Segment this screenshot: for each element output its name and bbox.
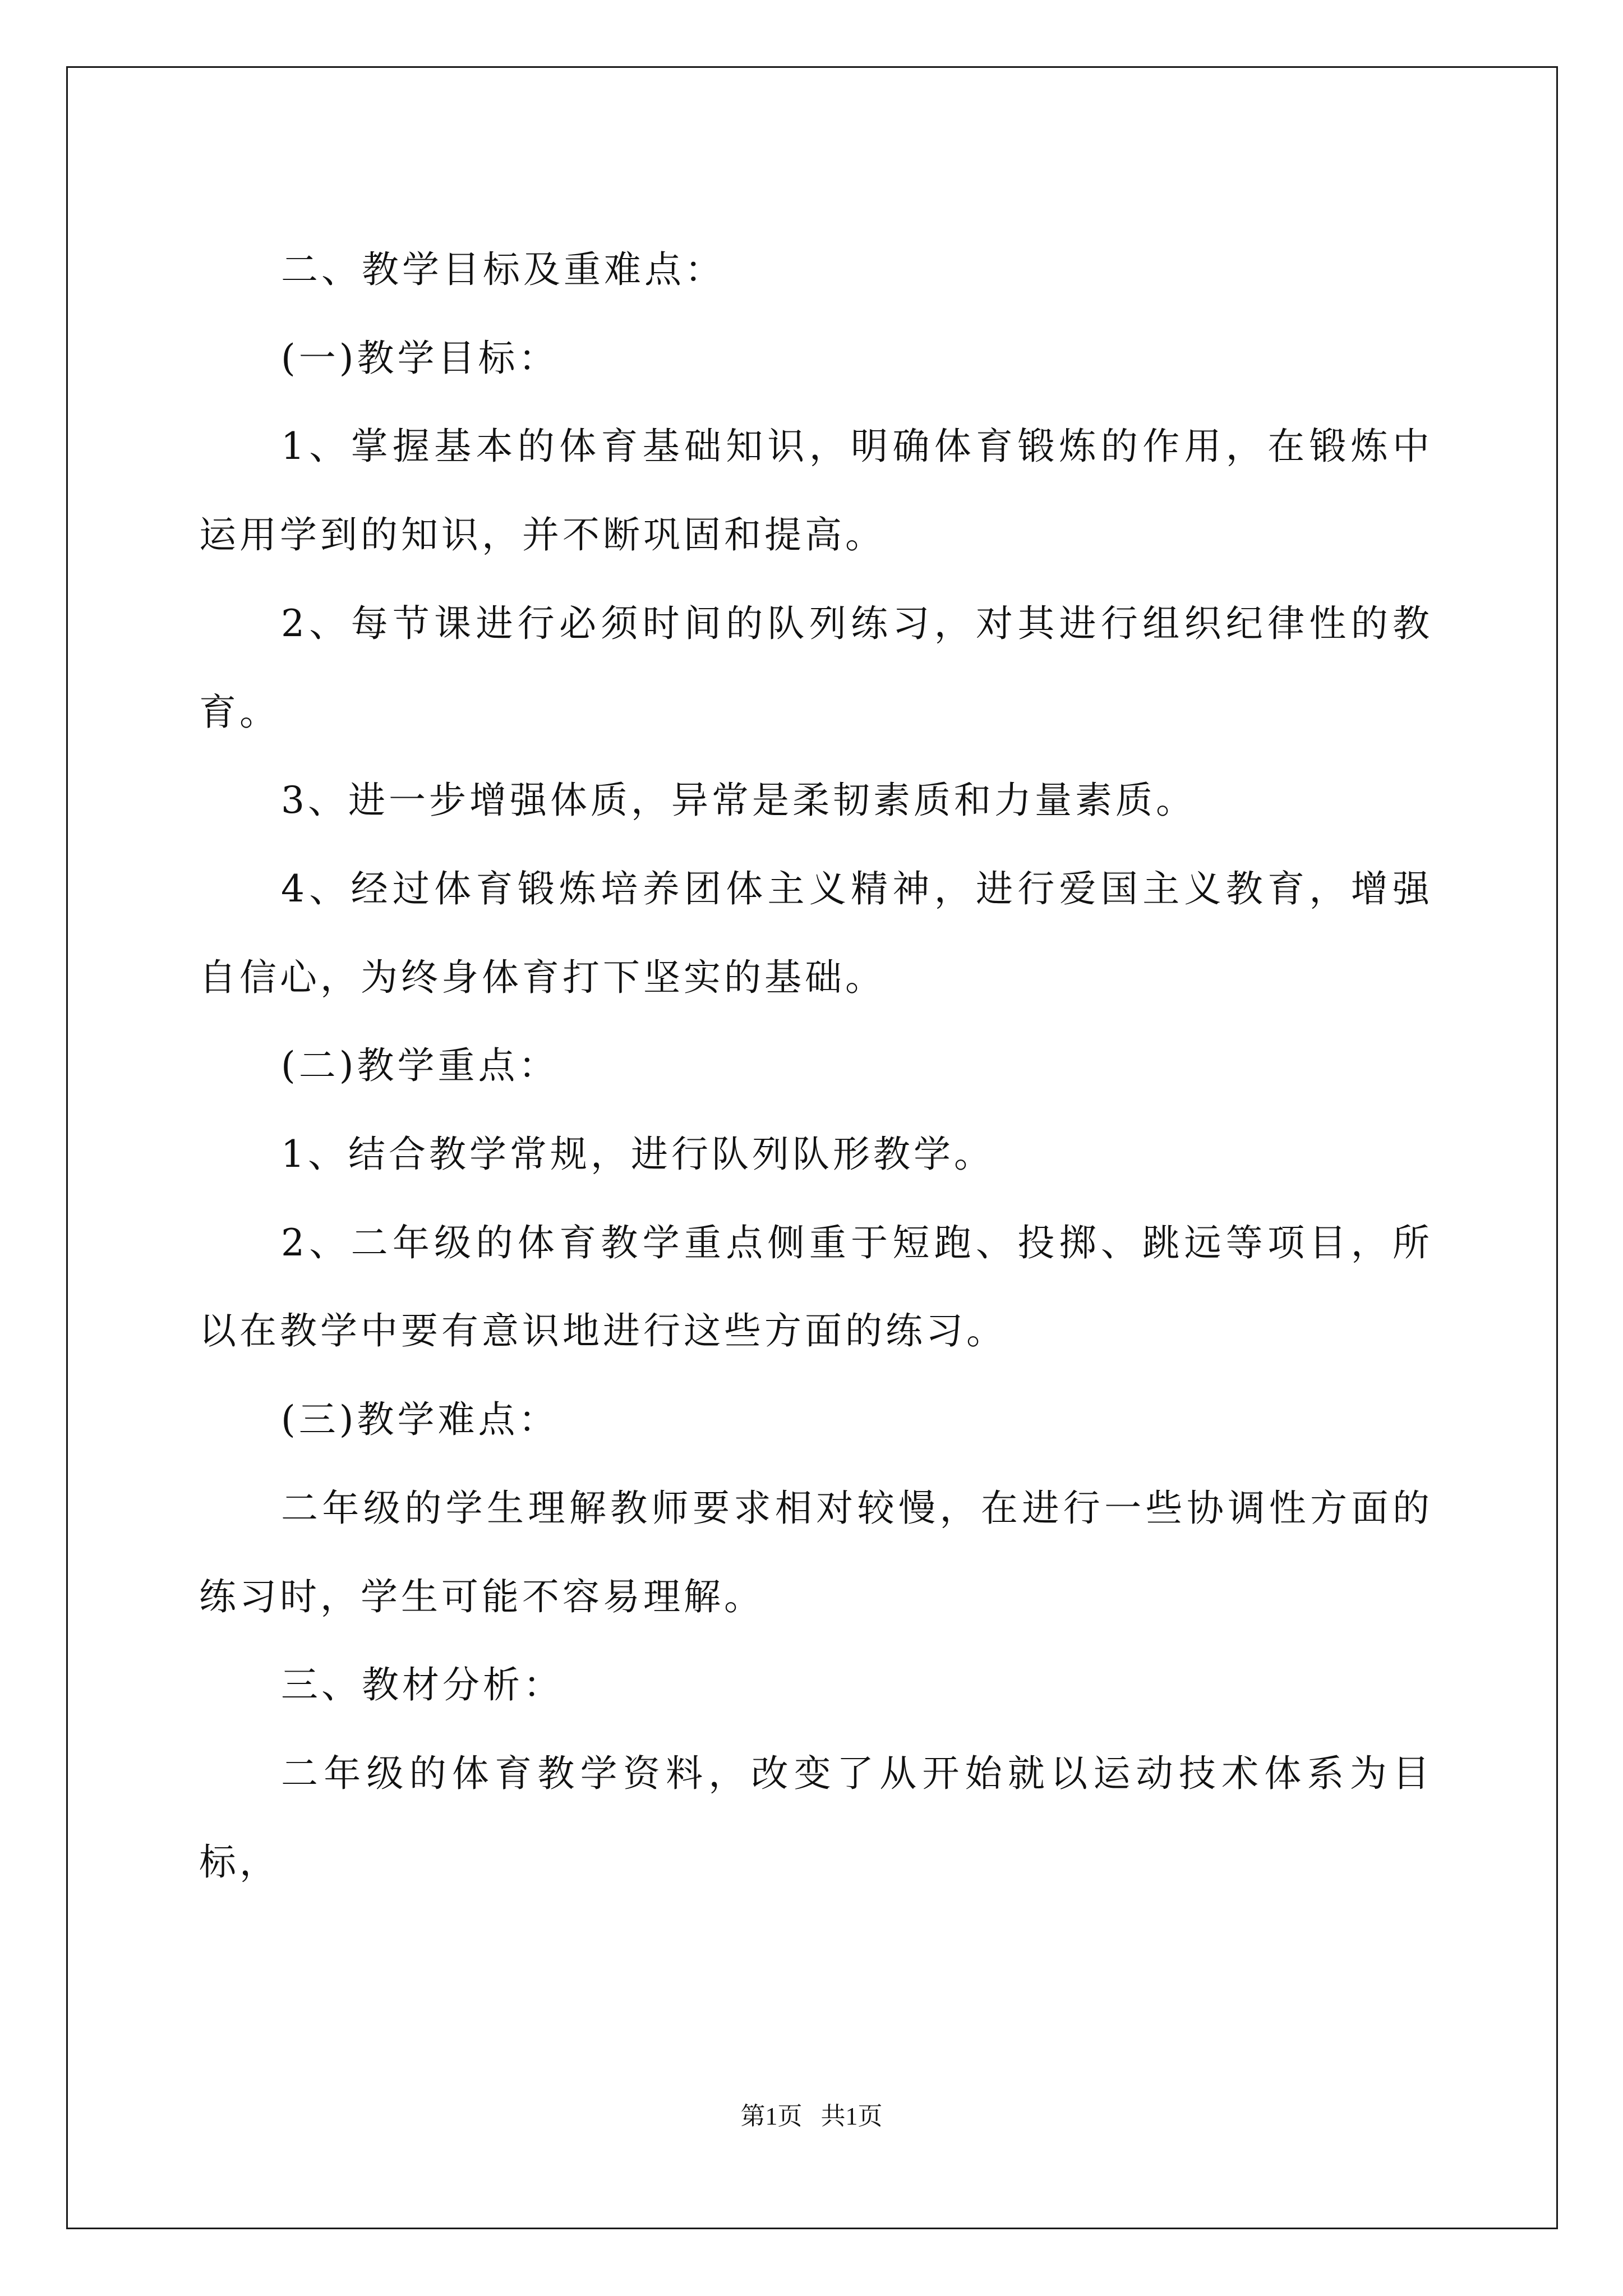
subheading-teaching-objectives: (一)教学目标：	[281, 336, 559, 380]
objective-item-2: 2、每节课进行必须时间的队列练习，对其进行组织纪律性的教育。	[199, 601, 1433, 734]
focus-item-1: 1、结合教学常规，进行队列队形教学。	[281, 1133, 994, 1176]
objective-item-3: 3、进一步增强体质，异常是柔韧素质和力量素质。	[281, 779, 1196, 822]
document-body	[199, 226, 1433, 1906]
page-number-footer: 第1页 共1页	[740, 2102, 883, 2130]
heading-objectives-and-difficulties: 二、教学目标及重难点：	[281, 248, 725, 291]
focus-item-2: 2、二年级的体育教学重点侧重于短跑、投掷、跳远等项目，所以在教学中要有意识地进行这些方面的练习。	[199, 1221, 1433, 1353]
subheading-teaching-difficulties: (三)教学难点：	[281, 1398, 559, 1442]
material-analysis-paragraph: 二年级的体育教学资料，改变了从开始就以运动技术体系为目标，	[199, 1751, 1433, 1884]
objective-item-4: 4、经过体育锻炼培养团体主义精神，进行爱国主义教育，增强自信心，为终身体育打下坚实的基础。	[199, 867, 1433, 999]
difficulty-paragraph: 二年级的学生理解教师要求相对较慢，在进行一些协调性方面的练习时，学生可能不容易理解。	[199, 1486, 1433, 1618]
heading-material-analysis: 三、教材分析：	[281, 1663, 564, 1707]
objective-item-1: 1、掌握基本的体育基础知识，明确体育锻炼的作用，在锻炼中运用学到的知识，并不断巩固和提高。	[199, 425, 1433, 557]
subheading-teaching-focus: (二)教学重点：	[281, 1044, 559, 1088]
